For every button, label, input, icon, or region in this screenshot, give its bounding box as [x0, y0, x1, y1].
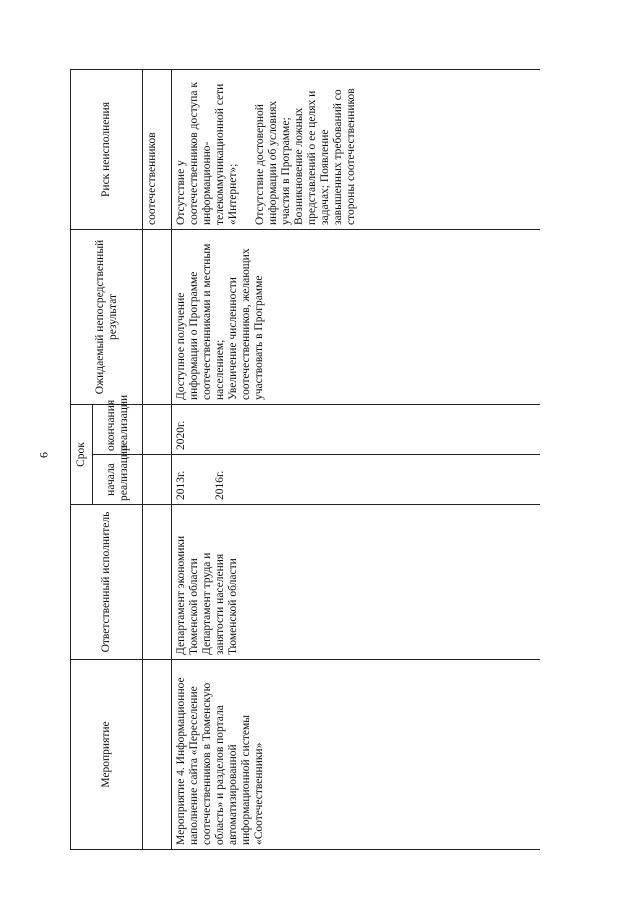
cont-cell-event — [143, 660, 172, 850]
cont-cell-end — [143, 404, 172, 454]
cell-end — [172, 404, 541, 454]
page-number: 6 — [36, 452, 51, 458]
header-term: Срок — [71, 404, 93, 504]
executor-2: Департамент труда и занятости населения Тюменской области — [201, 552, 239, 655]
start-date-2: 2016г. — [214, 470, 226, 500]
cell-event — [172, 660, 541, 850]
start-date-1: 2013г. — [175, 470, 187, 500]
end-date-1: 2020г. — [175, 420, 187, 450]
cont-cell-executor — [143, 505, 172, 660]
cell-risk — [172, 69, 541, 229]
program-table — [70, 69, 540, 850]
header-result: Ожидаемый непосредственный результат — [71, 229, 143, 404]
header-risk: Риск неисполнения — [71, 69, 143, 229]
result-2: Увеличение численности соотечественников, желающих участвовать в Программе — [227, 248, 265, 400]
risk-2: Отсутствие достоверной информации об условиях участия в Программе; Возникновение ложных представлений о ее целях и задачах; Появление завышенных требований со стороны соотечественников — [254, 88, 357, 225]
cont-cell-risk: соотечественников — [143, 69, 172, 229]
header-event: Мероприятие — [71, 660, 143, 850]
cont-cell-result — [143, 229, 172, 404]
rotated-table-page — [70, 70, 540, 850]
header-executor: Ответственный исполнитель — [71, 505, 143, 660]
cell-executor — [172, 505, 541, 660]
risk-1: Отсутствие у соотечественников доступа к информационно-телекоммуникационной сети «Интернет»; — [175, 82, 239, 225]
header-term-end: окончания реализации — [93, 404, 143, 454]
event-text: Мероприятие 4. Информационное наполнение сайта «Переселение соотечественников в Тюменскую область» и разделов портала автоматизированной информационной системы «Соотечественники» — [175, 677, 265, 845]
cont-cell-start — [143, 455, 172, 505]
result-1: Доступное получение информации о Программе соотечественниками и местным населением; — [175, 243, 226, 400]
executor-1: Департамент экономики Тюменской области — [175, 535, 200, 655]
cell-start — [172, 455, 541, 505]
header-term-start: начала реализации — [93, 455, 143, 505]
cell-result — [172, 229, 541, 404]
